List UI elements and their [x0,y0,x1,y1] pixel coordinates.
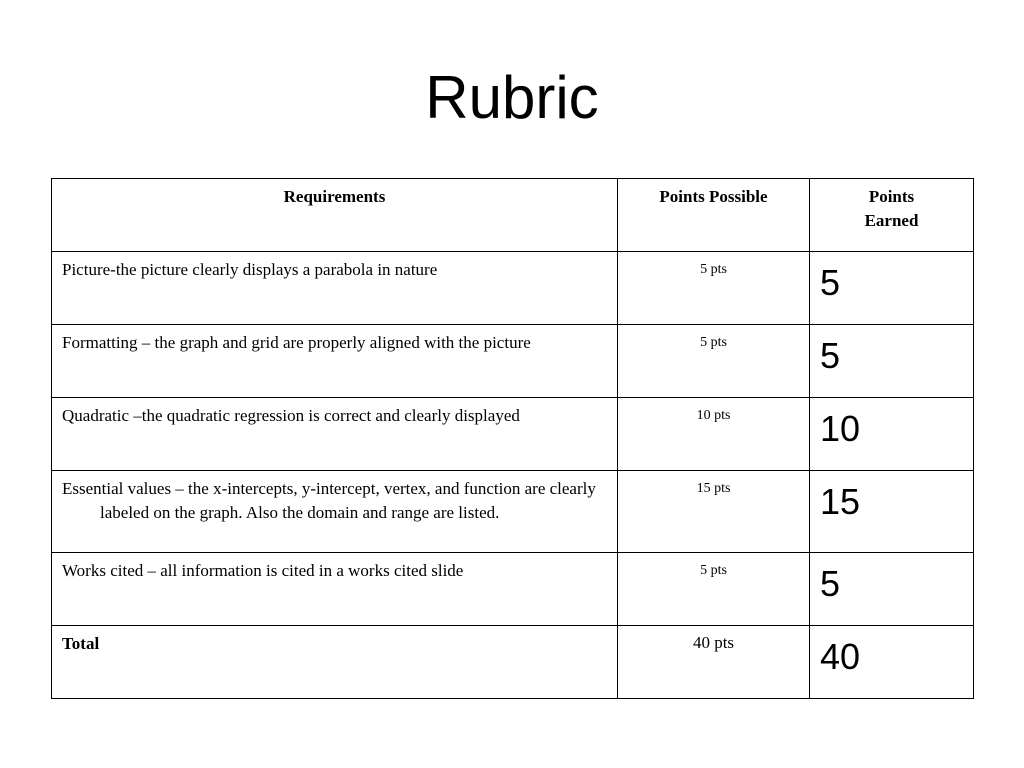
points-possible-cell: 5 pts [618,553,810,626]
total-label-cell: Total [52,626,618,699]
header-points-earned-line2: Earned [864,211,919,230]
total-possible-cell: 40 pts [618,626,810,699]
header-points-earned-line1: Points [868,187,915,206]
points-earned-cell: 15 [810,471,974,553]
table-row [52,325,974,398]
points-earned-cell: 5 [810,553,974,626]
points-possible-cell: 5 pts [618,252,810,325]
points-possible-cell: 10 pts [618,398,810,471]
requirement-cell: Formatting – the graph and grid are properly aligned with the picture [52,325,618,398]
points-earned-cell: 5 [810,252,974,325]
table-header-row [52,179,974,252]
requirement-cell: Works cited – all information is cited in a works cited slide [52,553,618,626]
total-row [52,626,974,699]
points-earned-cell: 10 [810,398,974,471]
table-row [52,553,974,626]
points-earned-cell: 5 [810,325,974,398]
total-earned-cell: 40 [810,626,974,699]
header-points-earned [810,179,974,252]
requirement-cell: Picture-the picture clearly displays a parabola in nature [52,252,618,325]
table-row [52,398,974,471]
rubric-table [51,178,974,699]
header-points-possible: Points Possible [618,179,810,252]
slide-title: Rubric [425,64,599,131]
header-requirements: Requirements [52,179,618,252]
table-row [52,252,974,325]
requirement-cell: Quadratic –the quadratic regression is correct and clearly displayed [52,398,618,471]
points-possible-cell: 15 pts [618,471,810,553]
requirement-cell: Essential values – the x-intercepts, y-intercept, vertex, and function are clearly labeled on the graph. Also the domain and range are listed. [52,471,618,553]
points-possible-cell: 5 pts [618,325,810,398]
table-row [52,471,974,553]
